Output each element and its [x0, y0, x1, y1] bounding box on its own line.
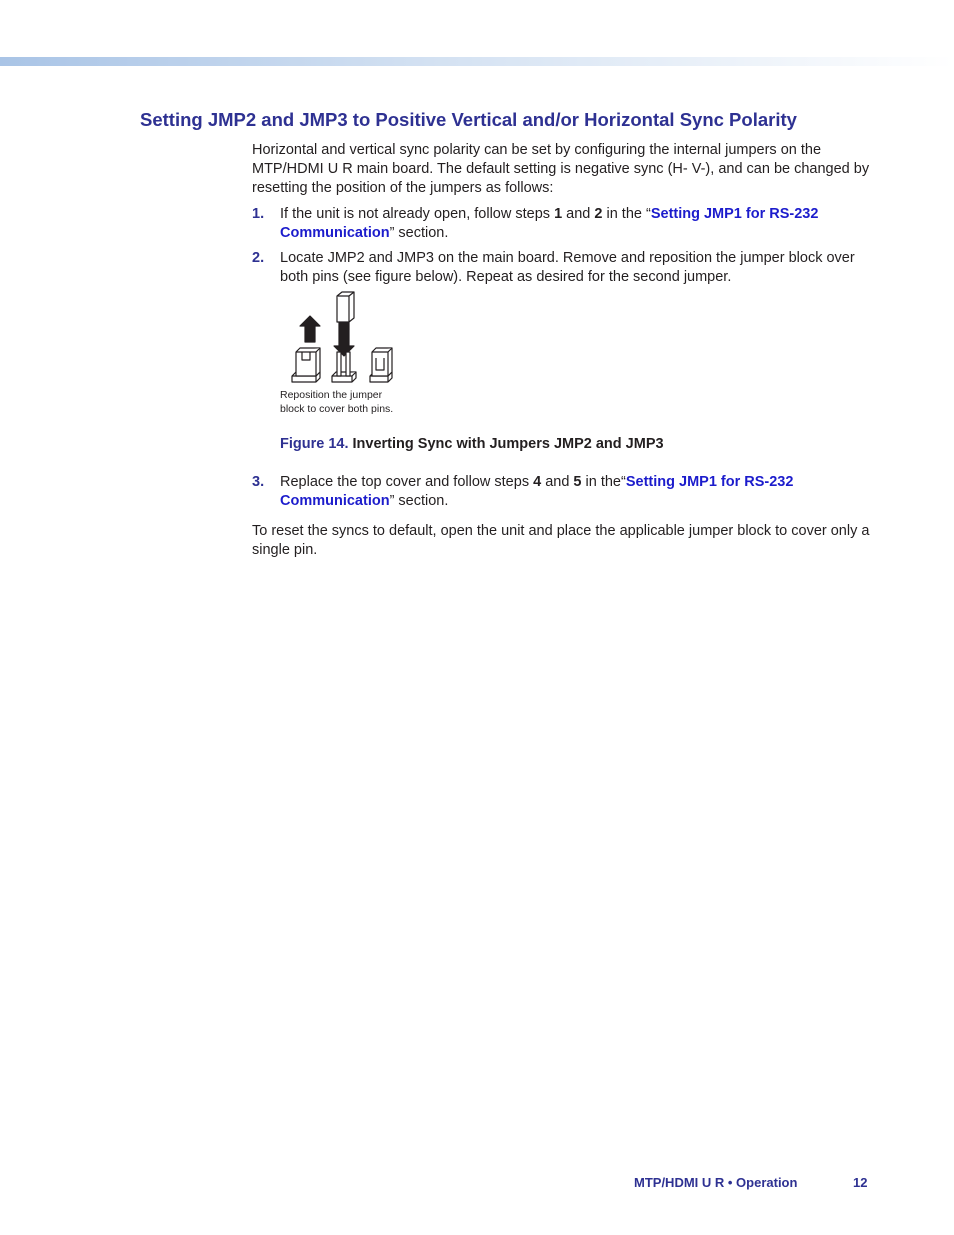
section-heading: Setting JMP2 and JMP3 to Positive Vertical and/or Horizontal Sync Polarity	[140, 109, 797, 130]
link-setting-jmp1[interactable]: Setting JMP1 for RS-232 Communication	[280, 206, 819, 241]
figure-callout: Reposition the jumper block to cover both pins.	[280, 389, 394, 415]
arrow-up-icon	[300, 316, 320, 342]
step-number: 1.	[252, 206, 265, 222]
arrow-down-icon	[334, 322, 354, 356]
link-setting-jmp1[interactable]: Setting JMP1 for RS-232 Communication	[280, 474, 794, 509]
step-text: Locate JMP2 and JMP3 on the main board. Remove and reposition the jumper block over both pins (see figure below). Repeat as desired for the second jumper.	[280, 250, 855, 285]
step-number: 3.	[252, 474, 265, 490]
jumper-block-icon	[337, 292, 354, 322]
jumper-illustration	[280, 290, 410, 386]
figure-number: Figure 14.	[280, 436, 349, 452]
step-number: 2.	[252, 250, 265, 266]
step-text: Replace the top cover and follow steps 4 and 5 in the“Setting JMP1 for RS-232 Communication” section.	[280, 474, 794, 509]
jumper-both-pins-icon	[370, 348, 392, 382]
footer-page-number: 12	[853, 1175, 868, 1190]
jumper-figure	[280, 290, 430, 420]
footer-doc-title: MTP/HDMI U R • Operation	[634, 1175, 798, 1190]
jumper-single-pin-icon	[292, 348, 320, 382]
intro-paragraph: Horizontal and vertical sync polarity can be set by configuring the internal jumpers on the MTP/HDMI U R main board. The default setting is negative sync (H- V-), and can be changed by resetting the position of the jumpers as follows:	[252, 142, 870, 196]
figure-title: Inverting Sync with Jumpers JMP2 and JMP3	[348, 436, 664, 452]
figure-caption	[280, 436, 664, 452]
closing-paragraph: To reset the syncs to default, open the unit and place the applicable jumper block to cover only a single pin.	[252, 523, 870, 558]
header-gradient-bar	[0, 57, 954, 66]
step-text: If the unit is not already open, follow steps 1 and 2 in the “Setting JMP1 for RS-232 Communication” section.	[280, 206, 819, 241]
